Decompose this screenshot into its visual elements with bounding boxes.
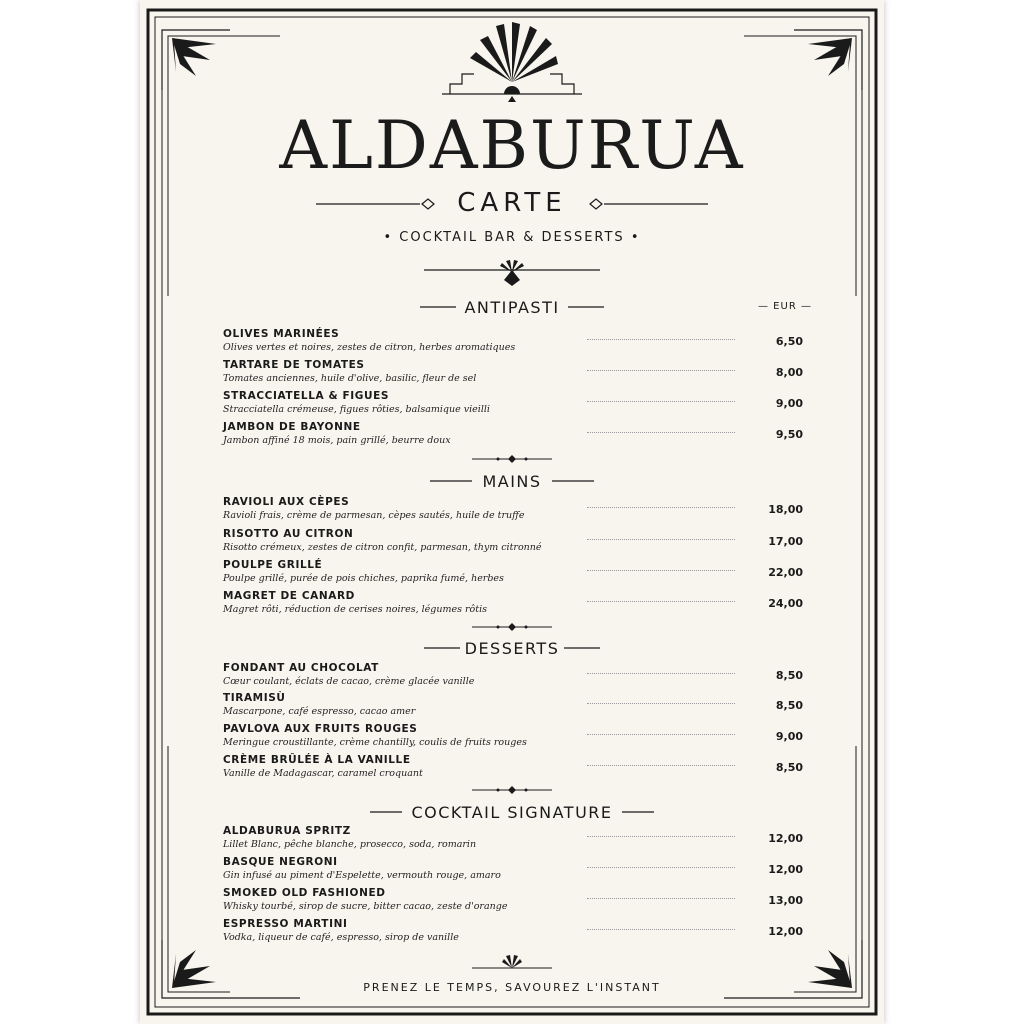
dot-leader: [587, 339, 735, 340]
small-fan-divider-icon: [472, 952, 552, 972]
menu-item: [223, 856, 803, 884]
item-name: RISOTTO AU CITRON: [223, 528, 354, 540]
item-price: 12,00: [768, 832, 803, 845]
item-description: Vanille de Madagascar, caramel croquant: [223, 768, 423, 779]
item-description: Cœur coulant, éclats de cacao, crème glacée vanille: [223, 676, 475, 687]
item-price: 6,50: [775, 335, 803, 348]
dot-leader: [587, 734, 735, 735]
tagline: • COCKTAIL BAR & DESSERTS •: [383, 230, 641, 245]
item-description: Lillet Blanc, pêche blanche, prosecco, soda, romarin: [223, 839, 477, 850]
item-description: Jambon affiné 18 mois, pain grillé, beurre doux: [223, 435, 451, 446]
menu-item: [223, 496, 803, 524]
item-name: ESPRESSO MARTINI: [223, 918, 348, 930]
menu-item: [223, 590, 803, 618]
menu-item: [223, 825, 803, 853]
item-price: 24,00: [768, 597, 803, 610]
menu-item: [223, 528, 803, 556]
dot-leader: [587, 765, 735, 766]
dot-leader: [587, 570, 735, 571]
section-title-antipasti: ANTIPASTI: [464, 298, 560, 317]
item-description: Whisky tourbé, sirop de sucre, bitter cacao, zeste d'orange: [223, 901, 508, 912]
item-price: 9,00: [775, 397, 803, 410]
top-fan-ornament-icon: [440, 18, 584, 102]
item-price: 8,00: [775, 366, 803, 379]
dot-leader: [587, 836, 735, 837]
item-description: Poulpe grillé, purée de pois chiches, paprika fumé, herbes: [223, 573, 504, 584]
item-name: MAGRET DE CANARD: [223, 590, 355, 602]
menu-item: [223, 723, 803, 751]
menu-item: [223, 390, 803, 418]
dot-leader: [587, 370, 735, 371]
menu-item: [223, 662, 803, 690]
dot-leader: [587, 401, 735, 402]
corner-fan-icon: [804, 36, 854, 80]
item-price: 17,00: [768, 535, 803, 548]
item-name: STRACCIATELLA & FIGUES: [223, 390, 390, 402]
restaurant-name: ALDABURUA: [279, 107, 745, 184]
footer-slogan: PRENEZ LE TEMPS, SAVOUREZ L'INSTANT: [363, 981, 661, 994]
item-price: 8,50: [775, 699, 803, 712]
item-name: FONDANT AU CHOCOLAT: [223, 662, 379, 674]
item-price: 12,00: [768, 925, 803, 938]
item-name: PAVLOVA AUX FRUITS ROUGES: [223, 723, 418, 735]
dot-leader: [587, 601, 735, 602]
dot-leader: [587, 929, 735, 930]
dot-leader: [587, 507, 735, 508]
item-name: JAMBON DE BAYONNE: [223, 421, 361, 433]
item-price: 9,00: [775, 730, 803, 743]
menu-item: [223, 692, 803, 720]
item-description: Tomates anciennes, huile d'olive, basilic, fleur de sel: [223, 373, 477, 384]
menu-item: [223, 421, 803, 449]
item-price: 18,00: [768, 503, 803, 516]
dot-leader: [587, 898, 735, 899]
item-name: POULPE GRILLÉ: [223, 559, 323, 571]
corner-fan-icon: [170, 36, 220, 80]
menu-item: [223, 559, 803, 587]
item-description: Vodka, liqueur de café, espresso, sirop de vanille: [223, 932, 459, 943]
section-title-desserts: DESSERTS: [464, 639, 560, 658]
divider-right-icon: [588, 196, 708, 212]
item-price: 13,00: [768, 894, 803, 907]
item-description: Olives vertes et noires, zestes de citron, herbes aromatiques: [223, 342, 516, 353]
menu-item: [223, 328, 803, 356]
item-price: 12,00: [768, 863, 803, 876]
item-name: TIRAMISÙ: [223, 692, 286, 704]
menu-sheet: [140, 0, 884, 1024]
item-description: Gin infusé au piment d'Espelette, vermouth rouge, amaro: [223, 870, 501, 881]
item-price: 9,50: [775, 428, 803, 441]
currency-label: — EUR —: [758, 301, 812, 312]
item-name: TARTARE DE TOMATES: [223, 359, 365, 371]
item-name: ALDABURUA SPRITZ: [223, 825, 351, 837]
section-title-cocktails: COCKTAIL SIGNATURE: [411, 803, 613, 822]
item-price: 8,50: [775, 669, 803, 682]
item-description: Magret rôti, réduction de cerises noires, légumes rôtis: [223, 604, 487, 615]
item-name: SMOKED OLD FASHIONED: [223, 887, 386, 899]
small-divider-icon: [472, 785, 552, 795]
item-description: Stracciatella crémeuse, figues rôties, balsamique vieilli: [223, 404, 490, 415]
item-description: Risotto crémeux, zestes de citron confit, parmesan, thym citronné: [223, 542, 542, 553]
item-description: Meringue croustillante, crème chantilly, coulis de fruits rouges: [223, 737, 527, 748]
menu-item: [223, 359, 803, 387]
small-divider-icon: [472, 454, 552, 464]
item-price: 22,00: [768, 566, 803, 579]
small-divider-icon: [472, 622, 552, 632]
item-name: CRÈME BRÛLÉE À LA VANILLE: [223, 754, 411, 766]
menu-subtitle: CARTE: [457, 188, 567, 218]
dot-leader: [587, 432, 735, 433]
fan-divider-icon: [424, 260, 600, 288]
item-description: Mascarpone, café espresso, cacao amer: [223, 706, 416, 717]
item-description: Ravioli frais, crème de parmesan, cèpes sautés, huile de truffe: [223, 510, 525, 521]
dot-leader: [587, 867, 735, 868]
dot-leader: [587, 673, 735, 674]
section-title-mains: MAINS: [482, 472, 542, 491]
menu-item: [223, 918, 803, 946]
menu-item: [223, 887, 803, 915]
dot-leader: [587, 703, 735, 704]
item-name: OLIVES MARINÉES: [223, 328, 340, 340]
item-name: BASQUE NEGRONI: [223, 856, 338, 868]
dot-leader: [587, 539, 735, 540]
item-name: RAVIOLI AUX CÈPES: [223, 496, 350, 508]
menu-item: [223, 754, 803, 782]
item-price: 8,50: [775, 761, 803, 774]
